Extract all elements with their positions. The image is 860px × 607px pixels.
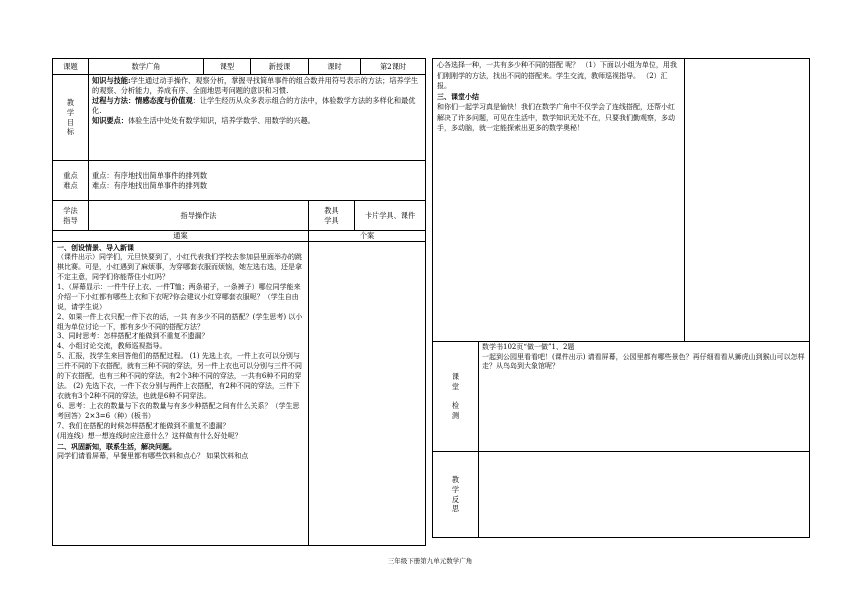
lesson-plan-continued-table	[432, 58, 810, 538]
process-paragraph: 心各选择一种，一共有多少种不同的搭配 呢？ （1）下面以小组为单位，用我们刚刚学的方法，找出不同的搭配来。学生交流，教师巡视指导。 （2）汇报。	[437, 61, 677, 90]
process-paragraph: 7、我们在搭配的时候怎样搭配才能做到不重复不遗漏？	[57, 421, 230, 430]
process-paragraph: 二、巩固新知，联系生活，解决问题。	[57, 441, 176, 451]
process-paragraph: 同学们请看屏幕，早餐里都有哪些饮料和点心？ 如果饮料和点	[57, 451, 249, 460]
lesson-type-value: 新授课	[251, 59, 309, 75]
process-paragraph: (用连线）想一想连线时应注意什么？这样做有什么好处呢？	[57, 431, 242, 440]
class-check-label: 课 堂 检 测	[433, 342, 479, 452]
class-hours-value: 第2课时	[361, 59, 426, 75]
process-paragraph: 3、同时思考：怎样搭配才能做到不重复不遗漏？	[57, 332, 209, 341]
lesson-plan-table	[52, 58, 426, 546]
tools-label: 教具 学具	[309, 201, 355, 231]
process-paragraph: 6、思考：上衣的数量与下衣的数量与有多少种搭配之间有什么关系？（学生思考回答）2×3=6（种）(板书）	[57, 402, 300, 420]
process-paragraph: 和你们一起学习真是愉快！我们在数学广角中不仅学会了连线搭配，还帮小红解决了许多问题，可见在生活中，数学知识无处不在，只要我们勤观察，多动手，多动脑，就一定能探索出更多的数学奥秘！	[437, 103, 675, 132]
continued-process-content	[433, 59, 685, 342]
focus-content: 重点：有序地找出简单事件的排列数 难点：有序地找出简单事件的排列数	[89, 161, 426, 201]
tools-value: 卡片学具、课件	[355, 201, 426, 231]
process-paragraph: 1、（屏幕显示：一件牛仔上衣、一件T恤；两条裙子，一条裤子）哪位同学能来介绍一下小红都有哪些上衣和下衣呢?你会建议小红穿哪套衣服呢？（学生自由说，请学生说）	[57, 282, 301, 311]
page-footer: 三年级下册第九单元数学广角	[387, 557, 473, 565]
method-label: 学法 指导	[53, 201, 89, 231]
goals-label: 教 学 目 标	[53, 75, 89, 161]
process-paragraph: 4、小组讨论交流，教师巡视指导。	[57, 342, 167, 351]
lesson-type-label: 课型	[204, 59, 251, 75]
individual-notes-cell	[685, 59, 810, 342]
process-paragraph: 2、如果一件上衣只配一件下衣的话，一共 有多少不同的搭配？(学生思考) 以小组为单位讨论一下，都有多少不同的搭配方法？	[57, 312, 303, 331]
process-paragraph: 5、汇报，找学生来回答他们的搭配过程。 (1) 先选上衣，一件上衣可以分别与三件不同的下衣搭配，就有三种不同的穿法，另一件上衣也可以分别与三件不同的下衣搭配，也有三种不同的穿法，有2个3种不同的穿法，一共有6种不同的穿法。 (2) 先选下衣，一件下衣分别与两件上衣搭配，有2种不同的穿法，三件下衣就有3个2种不同的穿法，也就是6种不同穿法。	[57, 352, 302, 401]
individual-notes-cell	[309, 242, 426, 546]
process-paragraph: （课件出示）同学们，元旦快要到了，小红代表我们学校去参加县里面举办的跳棋比赛。可是，小红遇到了麻烦事，为穿哪套衣服而烦恼，她左选右选，还是拿不定主意，同学们你能帮住小红吗？	[57, 252, 302, 281]
common-column-header: 通案	[53, 231, 309, 242]
teaching-process-content	[53, 242, 309, 546]
focus-label: 重点 难点	[53, 161, 89, 201]
process-paragraph: 三、课堂小结	[437, 91, 479, 101]
goals-content: 知识与技能:学生通过动手操作、观察分析，掌握寻找简单事件的组合数并用符号表示的方法；培养学生的观察、分析能力，养成有序、全面地思考问题的意识和习惯. 过程与方法：情感态度与价值观：让学生经历从众多表示组合的方法中，体验数学方法的多样化和最优化. 知识要点：体验生活中处处有数学知识，培养学数学、用数学的兴趣。	[89, 75, 426, 161]
process-paragraph: 一、创设情景、导入新课	[57, 243, 134, 252]
class-hours-label: 课时	[309, 59, 361, 75]
topic-label: 课题	[53, 59, 89, 75]
reflection-content	[479, 452, 810, 538]
topic-value: 数学广角	[89, 59, 204, 75]
individual-column-header: 个案	[309, 231, 426, 242]
method-value: 指导操作法	[89, 201, 309, 231]
class-check-content: 数学书102页“做一做”1、2题 一起到公园里看看吧！(课件出示) 请看屏幕，公园里都有哪些景色？再仔细看看从狮虎山到猴山可以怎样走？从鸟岛到大象馆呢？	[479, 342, 810, 452]
reflection-label: 教 学 反 思	[433, 452, 479, 538]
